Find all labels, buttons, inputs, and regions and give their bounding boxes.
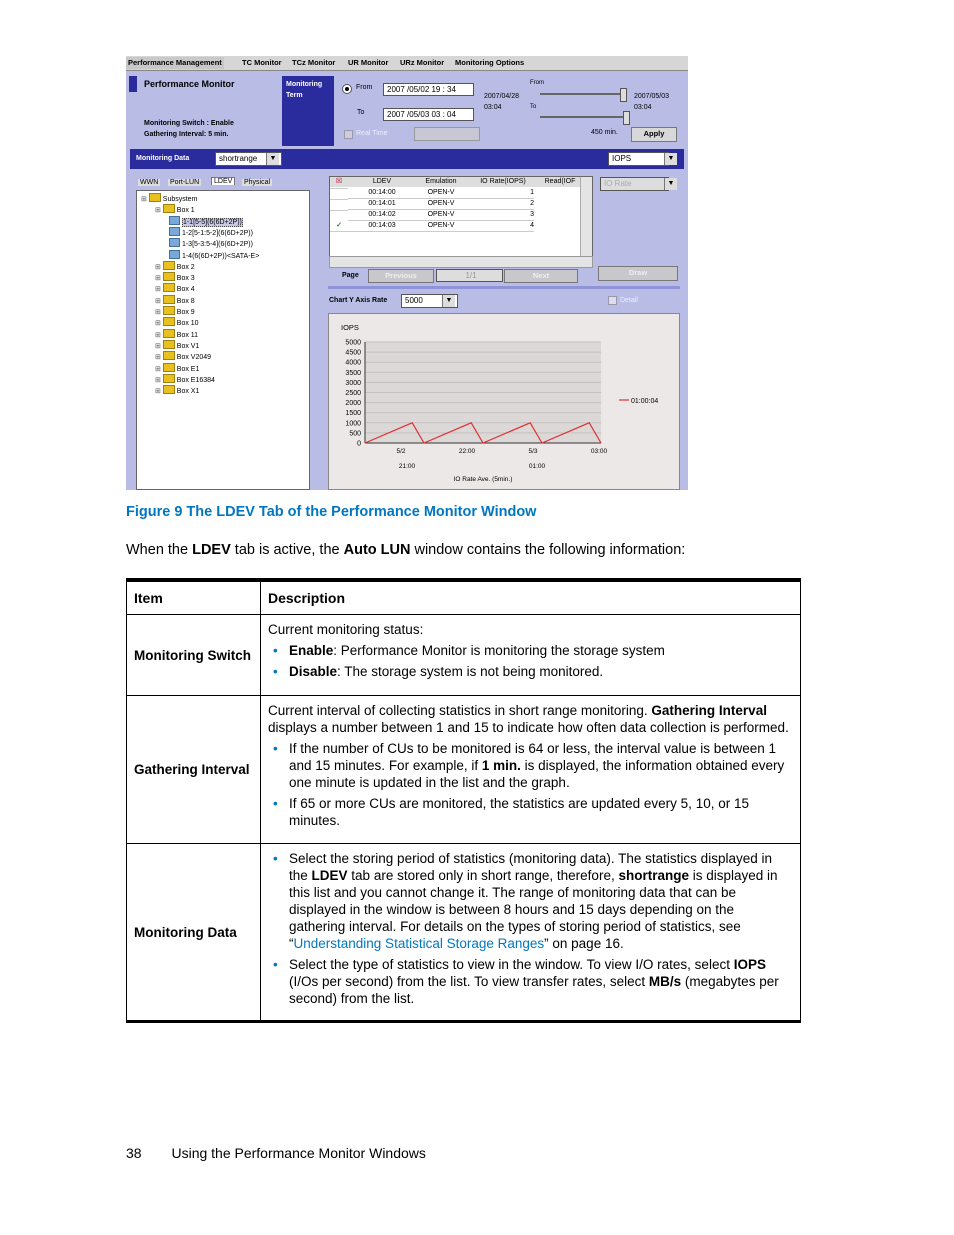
tree-item-label: Box 9 [176, 309, 195, 316]
tree-item-label: Box 3 [176, 275, 195, 283]
desc-paragraph [268, 702, 793, 736]
y-tick-label: 4500 [345, 349, 361, 357]
tree-item[interactable] [169, 227, 253, 238]
bullet-list [268, 642, 793, 680]
page-footer [126, 1145, 426, 1161]
folder-icon: ⊞ [155, 343, 177, 350]
intro-text: tab is active, the [230, 542, 344, 558]
tree-item[interactable] [155, 374, 215, 385]
from-radio[interactable] [342, 84, 352, 94]
list-item [268, 956, 793, 1007]
tree-item[interactable] [155, 340, 199, 351]
ldev-table [329, 176, 593, 258]
detail-checkbox[interactable] [608, 296, 617, 305]
tree-item-label: Box 4 [176, 286, 195, 294]
x-tick-label: 03:00 [590, 448, 608, 455]
interval-value: 5 min. [208, 131, 229, 138]
to-slider-track[interactable] [540, 116, 624, 118]
term-box-title: Monitoring [286, 81, 323, 88]
from-datetime-input[interactable]: 2007 /05/02 19 : 34 [383, 83, 474, 96]
cell-emulation: OPEN-V [416, 188, 466, 199]
monitoring-switch-status [144, 120, 234, 127]
monitoring-data-select[interactable]: shortrange [215, 152, 282, 166]
header-description: Description [261, 580, 801, 615]
slider-to-label: To [530, 104, 537, 110]
tree-item-label: Box 2 [176, 263, 195, 271]
disk-icon [169, 219, 182, 226]
slider-left-time: 03:04 [484, 104, 502, 111]
tree-item[interactable] [155, 283, 195, 294]
intro-bold-auto-lun: Auto LUN [343, 542, 411, 558]
check-icon: ✓ [330, 221, 348, 232]
tree-item[interactable] [155, 261, 195, 272]
ldev-tree [136, 190, 310, 490]
intro-bold-ldev: LDEV [192, 542, 231, 558]
desc-intro: Current monitoring status: [268, 622, 424, 637]
interval-label: Gathering Interval: [144, 131, 207, 138]
y-tick-label: 3500 [345, 369, 361, 377]
tree-item[interactable] [169, 216, 243, 227]
folder-icon: ⊞ [155, 298, 177, 305]
tree-item[interactable] [155, 363, 199, 374]
list-item [268, 795, 793, 829]
tree-item[interactable] [155, 385, 199, 396]
title-marker [129, 76, 137, 92]
tab-wwn[interactable]: WWN [140, 179, 159, 186]
tree-item-label: Box X1 [176, 388, 200, 396]
list-item [268, 850, 793, 952]
term-box-subtitle: Term [286, 92, 303, 99]
info-table [126, 578, 801, 1023]
slider-right-time: 03:04 [634, 104, 652, 111]
row-item-monitoring-switch: Monitoring Switch [127, 615, 261, 696]
from-slider-handle[interactable] [620, 88, 627, 102]
metric-select[interactable]: IOPS [608, 152, 669, 166]
to-label: To [357, 109, 365, 116]
tab-physical[interactable]: Physical [244, 179, 271, 186]
y-tick-label: 3000 [345, 379, 361, 387]
to-slider-handle[interactable] [623, 111, 630, 125]
folder-icon: ⊞ [155, 320, 177, 327]
monitoring-data-label: Monitoring Data [136, 155, 190, 162]
chevron-down-icon[interactable]: ▼ [664, 178, 677, 190]
tree-item[interactable] [155, 295, 195, 306]
row-select-cell [330, 188, 348, 189]
col-header-read: Read(IOF [540, 177, 581, 187]
tree-item[interactable] [155, 329, 198, 340]
tree-item[interactable] [155, 306, 195, 317]
table-scrollbar[interactable] [580, 177, 592, 256]
slider-span: 450 min. [591, 129, 618, 136]
folder-icon: ⊞ [155, 377, 177, 384]
row-select-cell [330, 210, 348, 211]
desc-text: ” on page 16. [544, 936, 624, 951]
folder-icon: ⊞ [155, 286, 177, 293]
tab-ldev[interactable]: LDEV [211, 177, 235, 185]
desc-text: is displayed, the information obtained every one minute is updated in the list and the graph. [289, 758, 785, 790]
folder-icon: ⊞ [155, 309, 177, 316]
bold-term: MB/s [648, 974, 682, 989]
cell-emulation: OPEN-V [416, 221, 466, 232]
bullet-list [268, 740, 793, 829]
y-axis-title: IOPS [341, 323, 359, 332]
row-item-monitoring-data: Monitoring Data [127, 844, 261, 1022]
chart-y-axis-label: Chart Y Axis Rate [329, 297, 388, 304]
detail-label: Detail [620, 297, 638, 304]
disk-icon [169, 230, 182, 237]
storage-ranges-link[interactable]: Understanding Statistical Storage Ranges [293, 936, 545, 951]
folder-icon: ⊞ [155, 207, 177, 214]
tree-item[interactable] [169, 238, 253, 249]
x-tick-label: 5/3 [528, 448, 538, 455]
intro-text: When the [126, 542, 193, 558]
row-description [261, 844, 801, 1022]
tree-item-label: Box E1 [176, 365, 200, 373]
x-axis-title: IO Rate Ave. (5min.) [453, 476, 513, 483]
tree-item[interactable] [155, 351, 211, 362]
tree-item-label: Box 10 [176, 320, 199, 328]
bold-term: shortrange [618, 868, 689, 883]
bold-term: Enable [289, 643, 334, 658]
col-header-emulation: Emulation [416, 177, 467, 187]
slider-right-date: 2007/05/03 [634, 93, 670, 100]
tree-item[interactable] [155, 204, 195, 215]
chevron-down-icon[interactable]: ▼ [442, 295, 455, 307]
main-tab-bar [126, 56, 688, 71]
desc-text: displays a number between 1 and 15 to indicate how often data collection is performed. [268, 720, 789, 735]
y-tick-label: 5000 [345, 339, 361, 347]
io-rate-select[interactable]: IO Rate [600, 177, 669, 191]
cell-ldev: 00:14:02 [348, 210, 416, 221]
tree-item-label: 1-3[5-3:5-4](6(6D+2P)) [181, 241, 253, 249]
cell-ldev: 00:14:00 [348, 188, 416, 199]
slider-from-label: From [530, 80, 544, 86]
switch-value: Enable [210, 120, 234, 127]
apply-button[interactable]: Apply [631, 127, 677, 142]
desc-text: If 65 or more CUs are monitored, the statistics are updated every 5, 10, or 15 minutes. [289, 796, 749, 828]
slider-left-date: 2007/04/28 [484, 93, 520, 100]
bullet-list [268, 850, 793, 1007]
bold-term: Gathering Interval [651, 703, 767, 718]
tree-item-label: Box 1 [176, 207, 195, 215]
desc-text: is displayed in this list and you cannot change it. The range of monitoring data that can be displayed in the window is between 8 hours and 15 days depending on the gathering interval. For details on the types of storing period of statistics, see “ [289, 868, 778, 951]
table-row [127, 615, 801, 696]
tree-item-label: Subsystem [162, 196, 198, 203]
disk-icon [169, 253, 182, 260]
desc-text: tab are stored only in short range, therefore, [347, 868, 619, 883]
y-tick-label: 1500 [345, 410, 361, 418]
page-select[interactable]: 1/1 [436, 269, 503, 282]
folder-icon: ⊞ [155, 264, 177, 271]
switch-label: Monitoring Switch : [144, 120, 209, 127]
tree-tab-bar [136, 176, 308, 190]
header-item: Item [127, 580, 261, 615]
folder-icon: ⊞ [155, 332, 177, 339]
tab-ur-monitor[interactable]: UR Monitor [348, 58, 389, 67]
window-title: Performance Monitor [144, 79, 235, 89]
desc-text: (megabytes per second) from the list. [289, 974, 779, 1006]
y-tick-label: 1000 [345, 420, 361, 428]
x-tick-label: 01:00 [528, 463, 546, 470]
tree-item[interactable] [169, 250, 259, 261]
table-header-row [127, 580, 801, 615]
row-select-cell [330, 199, 348, 200]
x-tick-label: 21:00 [398, 463, 416, 470]
x-tick-label: 5/2 [396, 448, 406, 455]
tab-urz-monitor[interactable]: URz Monitor [400, 58, 445, 67]
realtime-select[interactable] [414, 127, 480, 141]
table-select-header: ☒ [330, 177, 349, 187]
tree-item-label: Box 8 [176, 297, 195, 305]
tree-item-label: Box 11 [176, 331, 199, 339]
desc-text: : The storage system is not being monitored. [337, 664, 604, 679]
row-description [261, 615, 801, 696]
chevron-down-icon[interactable]: ▼ [664, 153, 677, 165]
cell-emulation: OPEN-V [416, 199, 466, 210]
monitoring-term-box [282, 76, 334, 146]
tree-item-label: Box V2049 [176, 354, 212, 362]
tab-monitoring-options[interactable]: Monitoring Options [455, 58, 525, 67]
figure-caption: Figure 9 The LDEV Tab of the Performance Monitor Window [126, 504, 537, 520]
footer-title: Using the Performance Monitor Windows [171, 1145, 426, 1161]
y-tick-label: 500 [349, 430, 361, 438]
cell-emulation: OPEN-V [416, 210, 466, 221]
list-item [268, 663, 793, 680]
desc-text: If the number of CUs to be monitored is 64 or less, the interval value is between 1 and 15 minutes. For example, if [289, 741, 777, 773]
tree-item-label: Box V1 [176, 342, 200, 350]
io-rate-chart [328, 313, 680, 490]
desc-text: Current interval of collecting statistics in short range monitoring. [268, 703, 652, 718]
bold-term: LDEV [311, 868, 348, 883]
y-tick-label: 4000 [345, 359, 361, 367]
tree-item-label: 1-2[5-1:5-2](6(6D+2P)) [181, 229, 253, 237]
intro-text: window contains the following information: [410, 542, 686, 558]
next-button[interactable]: Next [504, 269, 578, 283]
tab-port-lun[interactable]: Port-LUN [170, 179, 200, 186]
gathering-interval-status [144, 131, 228, 138]
list-item [268, 642, 793, 659]
cell-io-rate: 4 [466, 221, 534, 232]
y-tick-label: 0 [357, 440, 361, 448]
tab-tc-monitor[interactable]: TC Monitor [242, 58, 282, 67]
table-row [127, 696, 801, 844]
intro-paragraph [126, 542, 685, 558]
cell-ldev: 00:14:03 [348, 221, 416, 232]
page-number: 38 [126, 1145, 142, 1161]
folder-icon: ⊞ [155, 354, 177, 361]
performance-monitor-screenshot [126, 56, 688, 490]
row-item-gathering-interval: Gathering Interval [127, 696, 261, 844]
disk-icon [169, 241, 182, 248]
draw-button[interactable]: Draw [598, 266, 678, 281]
section-divider [328, 286, 680, 289]
tab-performance-management[interactable]: Performance Management [128, 58, 222, 67]
realtime-checkbox[interactable] [344, 130, 353, 139]
tree-item-label: 1-4(6(6D+2P))<SATA-E> [181, 252, 260, 260]
tab-tcz-monitor[interactable]: TCz Monitor [292, 58, 336, 67]
tree-item[interactable] [141, 193, 197, 204]
list-item [268, 740, 793, 791]
tree-item-label: 1-1[5-5](6(6D+2P)) [182, 218, 242, 226]
chart-y-axis-select[interactable]: 5000 [401, 294, 458, 308]
desc-text: : Performance Monitor is monitoring the storage system [333, 643, 665, 658]
tree-item[interactable] [155, 317, 199, 328]
cell-io-rate: 2 [466, 199, 534, 210]
row-description [261, 696, 801, 844]
cell-io-rate: 3 [466, 210, 534, 221]
desc-text: Select the storing period of statistics (monitoring data). The statistics displayed in the [289, 851, 772, 883]
page-label: Page [342, 272, 359, 279]
bold-term: Disable [289, 664, 338, 679]
x-tick-label: 22:00 [458, 448, 476, 455]
monitoring-data-bar [130, 149, 684, 169]
table-horizontal-scrollbar[interactable] [329, 256, 593, 268]
realtime-label: Real Time [356, 130, 388, 137]
cell-ldev: 00:14:01 [348, 199, 416, 210]
legend-label: 01:00:04 [631, 398, 659, 405]
cell-io-rate: 1 [466, 188, 534, 199]
table-row [127, 844, 801, 1022]
folder-icon: ⊞ [155, 275, 177, 282]
desc-text: Select the type of statistics to view in the window. To view I/O rates, select [289, 957, 734, 972]
chart-svg [329, 314, 679, 489]
previous-button[interactable]: Previous [368, 269, 434, 283]
from-label: From [356, 84, 373, 91]
col-header-io-rate: IO Rate(IOPS) [466, 177, 541, 187]
to-datetime-input[interactable]: 2007 /05/03 03 : 04 [383, 108, 474, 121]
folder-icon: ⊞ [155, 388, 177, 395]
bold-term: IOPS [733, 957, 766, 972]
y-tick-label: 2500 [345, 390, 361, 397]
bold-term: 1 min. [481, 758, 521, 773]
from-slider-track[interactable] [540, 93, 624, 95]
folder-icon: ⊞ [155, 366, 177, 373]
desc-text: (I/Os per second) from the list. To view transfer rates, select [289, 974, 649, 989]
chevron-down-icon[interactable]: ▼ [266, 153, 279, 165]
col-header-ldev: LDEV [348, 177, 417, 187]
y-tick-label: 2000 [345, 400, 361, 408]
tree-item-label: Box E16384 [176, 376, 215, 384]
folder-icon: ⊞ [141, 196, 163, 203]
tree-item[interactable] [155, 272, 195, 283]
